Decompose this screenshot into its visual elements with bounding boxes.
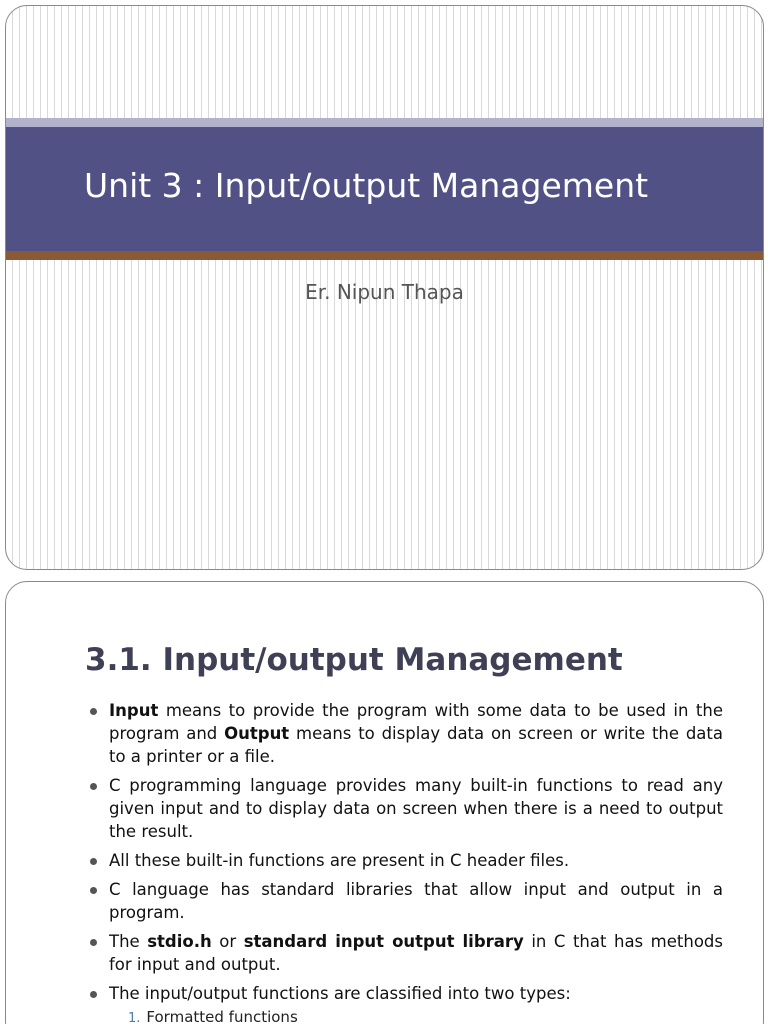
bullet-item bbox=[89, 878, 723, 924]
bullet-dot-icon bbox=[90, 708, 97, 715]
bullet-dot-icon bbox=[90, 783, 97, 790]
bullet-item bbox=[89, 982, 723, 1005]
title-slide bbox=[5, 5, 764, 570]
sublist-number: 1. bbox=[128, 1011, 141, 1024]
bullet-item bbox=[89, 930, 723, 976]
bullet-dot-icon bbox=[90, 991, 97, 998]
bullet-list bbox=[89, 699, 723, 1011]
numbered-sublist bbox=[128, 1007, 298, 1024]
bullet-bold-term: stdio.h bbox=[147, 932, 212, 951]
slide-title: Unit 3 : Input/output Management bbox=[84, 166, 649, 205]
bullet-text: or bbox=[211, 932, 244, 951]
section-heading: 3.1. Input/output Management bbox=[85, 642, 623, 678]
bullet-item bbox=[89, 699, 723, 768]
bullet-bold-term: Output bbox=[224, 724, 290, 743]
bullet-text: means to provide the program with some data to be used in the program and bbox=[109, 701, 723, 743]
bullet-bold-term: Input bbox=[109, 701, 159, 720]
bullet-text: The bbox=[109, 932, 148, 951]
bullet-text: C programming language provides many built-in functions to read any given input and to display data on screen when there is a need to output the result. bbox=[109, 776, 723, 841]
bullet-dot-icon bbox=[90, 887, 97, 894]
bullet-item bbox=[89, 774, 723, 843]
author-name: Er. Nipun Thapa bbox=[305, 280, 464, 304]
bullet-text: C language has standard libraries that allow input and output in a program. bbox=[109, 880, 723, 922]
bullet-text: in C that has methods for input and output. bbox=[109, 932, 724, 974]
bullet-item bbox=[89, 849, 723, 872]
sublist-label: Formatted functions bbox=[146, 1008, 298, 1024]
sublist-item bbox=[128, 1007, 298, 1024]
title-band-top-stripe bbox=[6, 118, 763, 127]
bullet-dot-icon bbox=[90, 939, 97, 946]
bullet-text: means to display data on screen or write the data to a printer or a file. bbox=[109, 724, 723, 766]
content-slide bbox=[5, 581, 764, 1024]
bullet-text: All these built-in functions are present in C header files. bbox=[109, 851, 570, 870]
bullet-bold-term: standard input output library bbox=[243, 932, 524, 951]
title-band-bottom-stripe bbox=[6, 251, 763, 260]
bullet-text: The input/output functions are classified into two types: bbox=[109, 984, 571, 1003]
bullet-dot-icon bbox=[90, 858, 97, 865]
